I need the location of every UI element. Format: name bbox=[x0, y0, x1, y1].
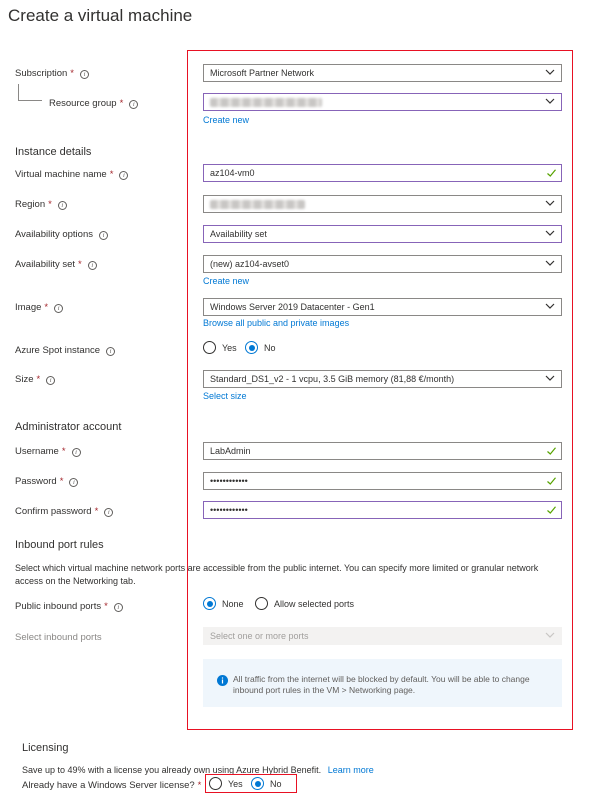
spot-yes-label: Yes bbox=[222, 343, 237, 353]
chevron-down-icon bbox=[545, 98, 555, 105]
resource-group-create-new-link[interactable]: Create new bbox=[203, 115, 250, 125]
checkmark-icon bbox=[547, 169, 556, 177]
spot-instance-label: Azure Spot instance i bbox=[15, 345, 115, 356]
license-no-label: No bbox=[270, 779, 282, 789]
resource-group-select[interactable] bbox=[203, 93, 562, 111]
info-icon[interactable]: i bbox=[46, 376, 55, 385]
checkmark-icon bbox=[547, 477, 556, 485]
password-input[interactable]: •••••••••••• bbox=[203, 472, 562, 490]
info-icon[interactable]: i bbox=[114, 603, 123, 612]
license-question-label: Already have a Windows Server license? * bbox=[22, 780, 202, 791]
password-label: Password * i bbox=[15, 476, 78, 487]
info-icon[interactable]: i bbox=[104, 508, 113, 517]
confirm-password-label: Confirm password * i bbox=[15, 506, 113, 517]
username-label: Username * i bbox=[15, 446, 81, 457]
chevron-down-icon bbox=[545, 632, 555, 639]
username-input[interactable]: LabAdmin bbox=[203, 442, 562, 460]
info-icon[interactable]: i bbox=[119, 171, 128, 180]
chevron-down-icon bbox=[545, 375, 555, 382]
redacted-value bbox=[210, 200, 305, 209]
info-icon[interactable]: i bbox=[99, 231, 108, 240]
learn-more-link[interactable]: Learn more bbox=[327, 765, 374, 775]
image-label: Image * i bbox=[15, 302, 63, 313]
public-ports-none-label: None bbox=[222, 599, 244, 609]
info-circle-icon bbox=[217, 675, 228, 686]
size-select[interactable]: Standard_DS1_v2 - 1 vcpu, 3.5 GiB memory (81,88 €/month) bbox=[203, 370, 562, 388]
info-icon[interactable]: i bbox=[129, 100, 138, 109]
info-icon[interactable]: i bbox=[106, 347, 115, 356]
select-size-link[interactable]: Select size bbox=[203, 391, 247, 401]
chevron-down-icon bbox=[545, 200, 555, 207]
license-yes-radio[interactable] bbox=[209, 777, 222, 790]
chevron-down-icon bbox=[545, 260, 555, 267]
admin-account-heading: Administrator account bbox=[15, 421, 122, 433]
page-title: Create a virtual machine bbox=[8, 6, 193, 25]
info-icon[interactable]: i bbox=[88, 261, 97, 270]
public-ports-allow-label: Allow selected ports bbox=[274, 599, 355, 609]
licensing-description: Save up to 49% with a license you already own using Azure Hybrid Benefit. Learn more bbox=[22, 765, 374, 775]
license-yes-label: Yes bbox=[228, 779, 243, 789]
subscription-label: Subscription * i bbox=[15, 68, 89, 79]
info-icon[interactable]: i bbox=[80, 70, 89, 79]
licensing-heading: Licensing bbox=[22, 742, 69, 754]
region-label: Region * i bbox=[15, 199, 67, 210]
availability-options-select[interactable]: Availability set bbox=[203, 225, 562, 243]
checkmark-icon bbox=[547, 447, 556, 455]
info-icon[interactable]: i bbox=[54, 304, 63, 313]
select-ports-dropdown[interactable]: Select one or more ports bbox=[203, 627, 562, 645]
select-ports-label: Select inbound ports bbox=[15, 632, 102, 643]
availability-options-label: Availability options i bbox=[15, 229, 108, 240]
availability-set-label: Availability set * i bbox=[15, 259, 97, 270]
spot-no-label: No bbox=[264, 343, 276, 353]
region-select[interactable] bbox=[203, 195, 562, 213]
license-no-radio[interactable] bbox=[251, 777, 264, 790]
checkmark-icon bbox=[547, 506, 556, 514]
availability-set-select[interactable]: (new) az104-avset0 bbox=[203, 255, 562, 273]
vm-name-label: Virtual machine name * i bbox=[15, 169, 128, 180]
public-ports-none-radio[interactable] bbox=[203, 597, 216, 610]
chevron-down-icon bbox=[545, 230, 555, 237]
redacted-value bbox=[210, 98, 322, 107]
subscription-select[interactable]: Microsoft Partner Network bbox=[203, 64, 562, 82]
browse-images-link[interactable]: Browse all public and private images bbox=[203, 318, 350, 328]
inbound-rules-heading: Inbound port rules bbox=[15, 539, 104, 551]
inbound-rules-description: Select which virtual machine network ports are accessible from the public internet. You can specify more limited or granular network access on the Networking tab. bbox=[15, 563, 539, 586]
info-icon[interactable]: i bbox=[58, 201, 67, 210]
instance-details-heading: Instance details bbox=[15, 146, 92, 158]
availability-set-create-new-link[interactable]: Create new bbox=[203, 276, 250, 286]
info-icon[interactable]: i bbox=[69, 478, 78, 487]
size-label: Size * i bbox=[15, 374, 55, 385]
spot-no-radio[interactable] bbox=[245, 341, 258, 354]
info-icon[interactable]: i bbox=[72, 448, 81, 457]
resource-group-label: Resource group * i bbox=[49, 98, 138, 109]
chevron-down-icon bbox=[545, 69, 555, 76]
tree-connector bbox=[18, 84, 42, 101]
confirm-password-input[interactable]: •••••••••••• bbox=[203, 501, 562, 519]
public-ports-label: Public inbound ports * i bbox=[15, 601, 123, 612]
inbound-info-text: All traffic from the internet will be blocked by default. You will be able to change inbound port rules in the VM > Networking page. bbox=[233, 674, 530, 695]
spot-yes-radio[interactable] bbox=[203, 341, 216, 354]
vm-name-input[interactable]: az104-vm0 bbox=[203, 164, 562, 182]
chevron-down-icon bbox=[545, 303, 555, 310]
public-ports-allow-radio[interactable] bbox=[255, 597, 268, 610]
image-select[interactable]: Windows Server 2019 Datacenter - Gen1 bbox=[203, 298, 562, 316]
